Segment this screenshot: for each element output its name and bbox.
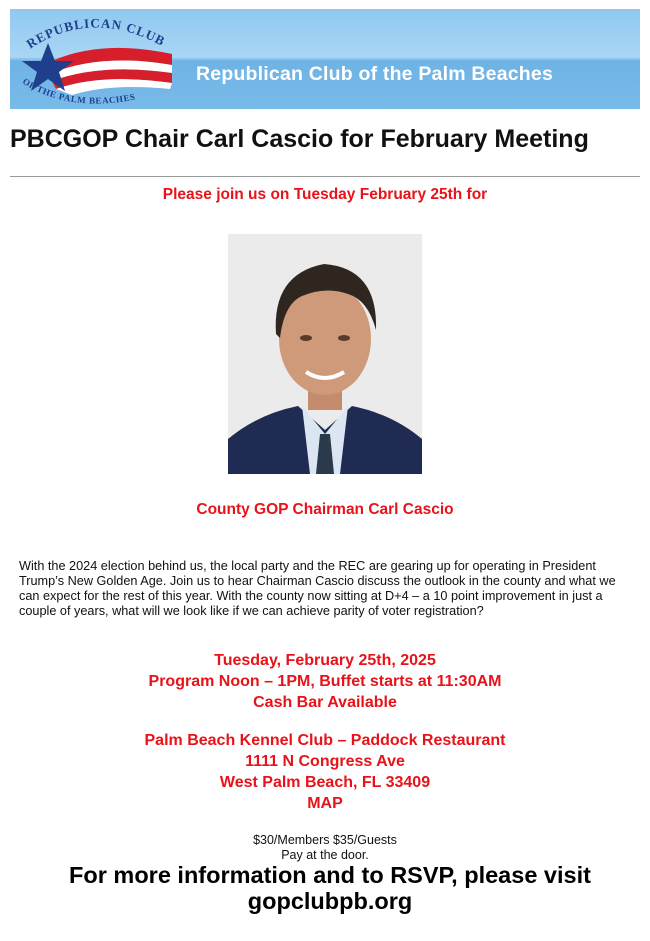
event-date: Tuesday, February 25th, 2025 bbox=[214, 652, 436, 669]
venue-city: West Palm Beach, FL 33409 bbox=[219, 774, 431, 791]
org-name: Republican Club of the Palm Beaches bbox=[196, 63, 553, 85]
payment-note: Pay at the door. bbox=[281, 848, 369, 862]
rsvp-text: For more information and to RSVP, please visit bbox=[69, 862, 591, 888]
page-title: PBCGOP Chair Carl Cascio for February Meeting bbox=[10, 125, 589, 153]
photo-caption: County GOP Chairman Carl Cascio bbox=[196, 501, 454, 518]
map-link[interactable]: MAP bbox=[307, 795, 343, 812]
invite-text: Please join us on Tuesday February 25th for bbox=[162, 186, 488, 203]
event-description: With the 2024 election behind us, the local party and the REC are gearing up for operating in President Trump’s New Golden Age. Join us to hear Chairman Cascio discuss the outlook in the county and what we can expect for the rest of this year. With the county now sitting at D+4 – a 10 point improvement in just a couple of years, what will we look like if we can achieve parity of voter registration? bbox=[19, 559, 616, 618]
divider bbox=[10, 176, 640, 177]
pricing bbox=[0, 833, 650, 863]
club-logo[interactable] bbox=[12, 9, 184, 109]
website-link[interactable]: gopclubpb.org bbox=[247, 888, 413, 914]
price-text: $30/Members $35/Guests bbox=[253, 833, 397, 847]
svg-text:REPUBLICAN CLUB bbox=[24, 15, 168, 51]
portrait-image bbox=[228, 234, 422, 474]
venue-name: Palm Beach Kennel Club – Paddock Restaurant bbox=[144, 732, 506, 749]
logo-bottom-text: OF THE PALM BEACHES bbox=[20, 76, 137, 106]
header-banner bbox=[10, 9, 640, 109]
venue-street: 1111 N Congress Ave bbox=[245, 753, 405, 770]
event-details bbox=[0, 650, 650, 814]
event-bar: Cash Bar Available bbox=[253, 694, 397, 711]
rsvp-callout bbox=[0, 862, 650, 914]
event-program: Program Noon – 1PM, Buffet starts at 11:30AM bbox=[148, 673, 502, 690]
speaker-photo bbox=[228, 234, 422, 474]
logo-top-text: REPUBLICAN CLUB bbox=[23, 15, 169, 52]
